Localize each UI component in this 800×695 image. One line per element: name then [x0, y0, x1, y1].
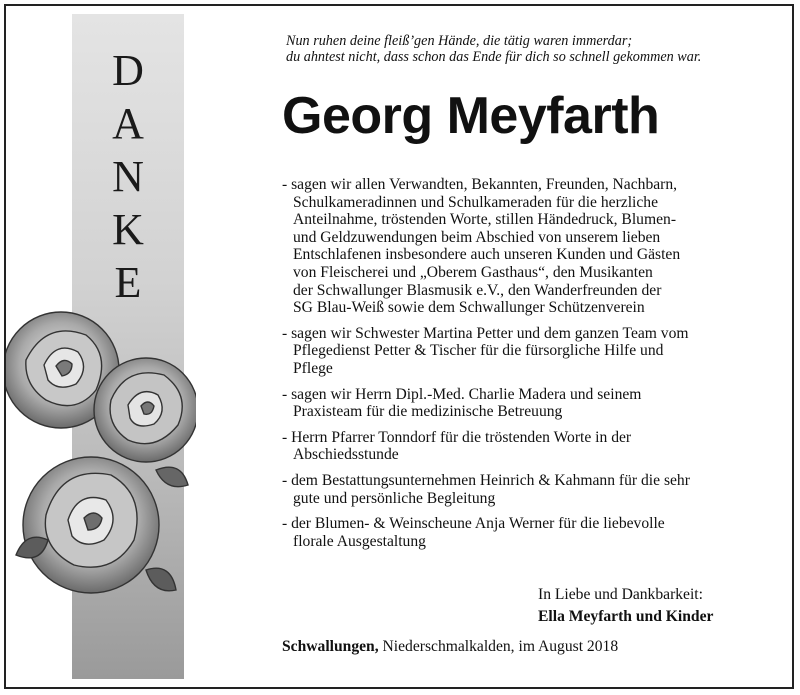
thanks-line: - sagen wir allen Verwandten, Bekannten, Freunden, Nachbarn, [282, 176, 678, 193]
thanks-line: - Herrn Pfarrer Tonndorf für die tröstenden Worte in der [282, 428, 632, 446]
danke-letter: E [114, 258, 142, 307]
danke-letter: N [112, 152, 144, 201]
danke-vertical-title [72, 44, 184, 309]
thanks-list [282, 176, 762, 558]
thanks-line: - sagen wir Herrn Dipl.-Med. Charlie Madera und seinem [282, 385, 642, 403]
thanks-line: - sagen wir Schwester Martina Petter und dem ganzen Team vom [282, 324, 689, 342]
closing-phrase: In Liebe und Dankbarkeit: [538, 586, 703, 603]
poem-line: du ahntest nicht, dass schon das Ende für dich so schnell gekommen war. [286, 49, 702, 65]
thanks-line: - dem Bestattungsunternehmen Heinrich & Kahmann für die sehr [282, 471, 690, 489]
thanks-line: Schulkameradinnen und Schulkameraden für die herzliche [293, 193, 659, 211]
place-date-line [282, 638, 618, 656]
thanks-line: der Schwallunger Blasmusik e.V., den Wanderfreunden der [293, 281, 662, 299]
danke-letter: D [112, 46, 144, 95]
closing-block [538, 584, 713, 628]
thanks-item [282, 429, 762, 464]
thanks-line: - der Blumen- & Weinscheune Anja Werner für die liebevolle [282, 515, 665, 533]
thanks-line: Pflege [293, 359, 333, 377]
thanks-item [282, 176, 762, 317]
roses-image [6, 300, 196, 620]
thanks-line: und Geldzuwendungen beim Abschied von unserem lieben [293, 228, 661, 246]
danke-letter: K [112, 205, 144, 254]
thanks-line: Pflegedienst Petter & Tischer für die fürsorgliche Hilfe und [293, 342, 664, 360]
thanks-item [282, 325, 762, 378]
thanks-item [282, 472, 762, 507]
thanks-line: Abschiedsstunde [293, 446, 399, 464]
thanks-line: gute und persönliche Begleitung [293, 489, 496, 507]
thanks-line: Praxisteam für die medizinische Betreuung [293, 403, 563, 421]
thanks-line: Entschlafenen insbesondere auch unseren Kunden und Gästen [293, 246, 681, 264]
poem [286, 33, 756, 65]
thanks-line: florale Ausgestaltung [293, 532, 426, 550]
poem-line: Nun ruhen deine fleiß’gen Hände, die tätig waren immerdar; [286, 33, 633, 49]
thanks-line: von Fleischerei und „Oberem Gasthaus“, den Musikanten [293, 263, 653, 281]
place-rest: Niederschmalkalden, im August 2018 [378, 638, 619, 655]
deceased-name: Georg Meyfarth [282, 87, 660, 145]
thanks-line: SG Blau-Weiß sowie dem Schwallunger Schützenverein [293, 299, 645, 317]
thanks-line: Anteilnahme, tröstenden Worte, stillen Händedruck, Blumen- [293, 211, 677, 229]
thanks-item [282, 386, 762, 421]
place-town: Schwallungen, [282, 638, 379, 655]
thanks-item [282, 515, 762, 550]
signature: Ella Meyfarth und Kinder [538, 608, 714, 625]
danke-letter: A [112, 99, 144, 148]
